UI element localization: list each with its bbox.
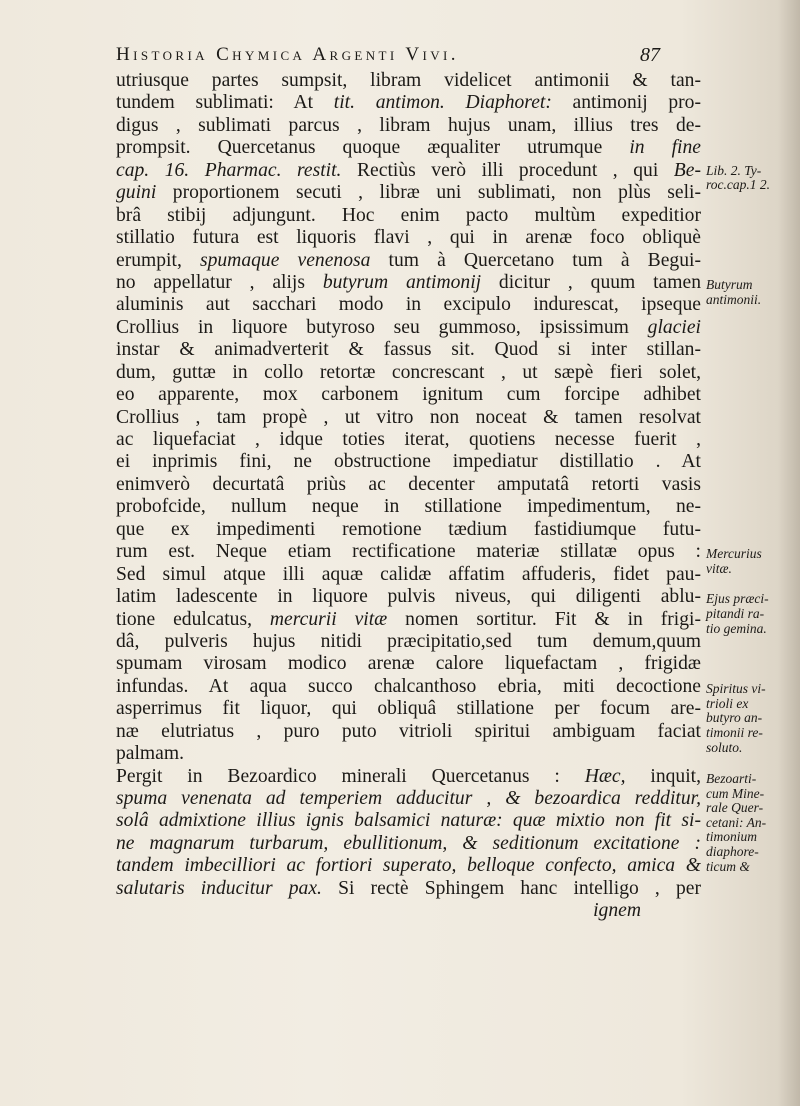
text-line bbox=[116, 227, 701, 249]
roman-text: infundas. At aqua succo chalcanthoso ebria, miti decoctione bbox=[116, 675, 701, 697]
marginal-note-line: soluto. bbox=[706, 739, 743, 755]
text-line bbox=[116, 653, 701, 675]
text-line bbox=[116, 788, 701, 810]
roman-text: prompsit. Quercetanus quoque æqualiter utrumque bbox=[116, 137, 630, 159]
italic-text: ignem bbox=[593, 900, 641, 922]
marginal-note-line: timonii re- bbox=[706, 724, 763, 740]
text-line bbox=[116, 541, 701, 563]
text-line bbox=[116, 205, 701, 227]
marginal-note-line: Bezoarti- bbox=[706, 770, 757, 786]
italic-text: salutaris inducitur pax. bbox=[116, 877, 322, 899]
text-line bbox=[116, 407, 701, 429]
roman-text: ei inprimis fini, ne obstructione impediatur distillatio . At bbox=[116, 451, 701, 473]
roman-text: antimonij pro- bbox=[551, 92, 701, 114]
text-line bbox=[116, 586, 701, 608]
italic-text: spuma venenata ad temperiem adducitur , & bezoardica redditur, bbox=[116, 788, 701, 809]
marginal-note-line: roc.cap.1 2. bbox=[706, 177, 770, 193]
marginal-note bbox=[706, 772, 796, 874]
marginal-note-line: cum Mine- bbox=[706, 785, 765, 801]
marginal-note bbox=[706, 547, 796, 576]
text-line bbox=[116, 317, 701, 339]
roman-text: erumpit, bbox=[116, 249, 200, 271]
marginal-note bbox=[706, 592, 796, 636]
italic-text: guini bbox=[116, 182, 157, 204]
roman-text: tione edulcatus, bbox=[116, 608, 270, 630]
text-line bbox=[116, 878, 701, 900]
marginal-note bbox=[706, 682, 796, 755]
marginal-note-line: antimonii. bbox=[706, 291, 762, 307]
marginal-note bbox=[706, 164, 796, 193]
roman-text: que ex impedimenti remotione tædium fastidiumque futu- bbox=[116, 518, 701, 540]
roman-text: rum est. Neque etiam rectificatione materiæ stillatæ opus : bbox=[116, 541, 701, 563]
text-line bbox=[116, 474, 701, 496]
running-title: Historia Chymica Argenti Vivi. bbox=[116, 44, 459, 65]
roman-text: næ elutriatus , puro puto vitrioli spiritui ambiguam faciat bbox=[116, 720, 701, 742]
roman-text: eo apparente, mox carbonem ignitum cum forcipe adhibet bbox=[116, 384, 701, 406]
text-line bbox=[116, 362, 701, 384]
roman-text: no appellatur , alijs bbox=[116, 271, 323, 293]
marginal-note bbox=[706, 278, 796, 307]
marginal-note-line: cetani: An- bbox=[706, 814, 767, 830]
marginal-note-line: Lib. 2. Ty- bbox=[706, 162, 762, 178]
roman-text: nomen sortitur. Fit & in frigi- bbox=[387, 608, 701, 630]
roman-text: Rectiùs verò illi procedunt , qui bbox=[341, 159, 674, 181]
marginal-note-line: trioli ex bbox=[706, 695, 749, 711]
roman-text: stillatio futura est liquoris flavi , qui in arenæ foco obliquè bbox=[116, 227, 701, 249]
roman-text: inquit, bbox=[625, 765, 701, 787]
text-line bbox=[116, 519, 701, 541]
roman-text: dâ, pulveris hujus nitidi præcipitatio,sed tum demum,quum bbox=[116, 630, 701, 652]
text-line bbox=[116, 451, 701, 473]
text-line bbox=[116, 429, 701, 451]
roman-text: asperrimus fit liquor, qui obliquâ stillatione per focum are- bbox=[116, 698, 701, 720]
roman-text: enimverò decurtatâ priùs ac decenter amputatâ retorti vasis bbox=[116, 473, 701, 495]
italic-text: Hæc, bbox=[584, 765, 626, 787]
roman-text: instar & animadverterit & fassus sit. Quod si inter stillan- bbox=[116, 339, 701, 361]
marginal-note-line: Ejus præci- bbox=[706, 591, 769, 607]
marginal-note-line: vitæ. bbox=[706, 560, 732, 576]
text-line bbox=[116, 631, 701, 653]
marginal-note-line: tio gemina. bbox=[706, 620, 767, 636]
marginal-note-line: rale Quer- bbox=[706, 800, 764, 816]
text-line bbox=[116, 855, 701, 877]
text-line bbox=[116, 384, 701, 406]
italic-text: mercurii vitæ bbox=[269, 608, 388, 630]
italic-text: tandem imbecilliori ac fortiori superato, belloque confecto, amica & bbox=[116, 855, 701, 877]
text-line bbox=[116, 250, 701, 272]
roman-text: aluminis aut sacchari modo in excipulo indurescat, ipseque bbox=[116, 294, 701, 316]
text-line bbox=[116, 182, 701, 204]
text-line bbox=[116, 564, 701, 586]
text-line bbox=[116, 900, 701, 922]
text-line bbox=[116, 766, 701, 788]
text-line bbox=[116, 698, 701, 720]
main-text-block bbox=[116, 70, 701, 923]
text-line bbox=[116, 272, 701, 294]
marginal-note-line: diaphore- bbox=[706, 843, 759, 859]
text-line bbox=[116, 160, 701, 182]
text-line bbox=[116, 810, 701, 832]
roman-text: palmam. bbox=[116, 743, 185, 765]
text-line bbox=[116, 609, 701, 631]
roman-text: Crollius , tam propè , ut vitro non noceat & tamen resolvat bbox=[116, 406, 701, 428]
roman-text: digus , sublimati parcus , libram hujus unam, illius tres de- bbox=[116, 114, 701, 136]
roman-text: Crollius in liquore butyroso seu gummoso, ipsissimum bbox=[116, 316, 648, 338]
roman-text: spumam virosam modico arenæ calore liquefactam , frigidæ bbox=[116, 653, 701, 675]
text-line bbox=[116, 115, 701, 137]
text-line bbox=[116, 70, 701, 92]
roman-text: Pergit in Bezoardico minerali Quercetanus : bbox=[116, 765, 585, 787]
roman-text: brâ stibij adjungunt. Hoc enim pacto multùm expeditior bbox=[116, 204, 701, 226]
italic-text: solâ admixtione illius ignis balsamici naturæ: quæ mixtio non fit si- bbox=[116, 810, 701, 832]
italic-text: tit. antimon. Diaphoret: bbox=[333, 92, 552, 114]
italic-text: in fine bbox=[629, 137, 701, 159]
marginal-note-line: butyro an- bbox=[706, 710, 763, 726]
text-line bbox=[116, 92, 701, 114]
page-number: 87 bbox=[640, 44, 660, 66]
italic-text: glaciei bbox=[647, 316, 701, 338]
roman-text: dicitur , quum tamen bbox=[481, 271, 701, 293]
roman-text: proportionem secuti , libræ uni sublimati, non plùs seli- bbox=[156, 182, 701, 204]
text-line bbox=[116, 743, 701, 765]
roman-text: tundem sublimati: At bbox=[116, 92, 334, 114]
roman-text: tum à Quercetano tum à Begui- bbox=[370, 249, 701, 271]
marginal-note-line: pitandi ra- bbox=[706, 605, 765, 621]
marginal-note-line: Spiritus vi- bbox=[706, 681, 766, 697]
roman-text: utriusque partes sumpsit, libram videlicet antimonii & tan- bbox=[116, 70, 701, 91]
italic-text: butyrum antimonij bbox=[322, 271, 482, 293]
text-line bbox=[116, 137, 701, 159]
text-line bbox=[116, 294, 701, 316]
marginal-note-line: Butyrum bbox=[706, 277, 753, 293]
text-line bbox=[116, 339, 701, 361]
roman-text: latim ladescente in liquore pulvis niveus, qui diligenti ablu- bbox=[116, 586, 701, 608]
italic-text: cap. 16. Pharmac. restit. bbox=[116, 159, 342, 181]
marginal-note-line: timonium bbox=[706, 829, 758, 845]
text-line bbox=[116, 676, 701, 698]
text-line bbox=[116, 721, 701, 743]
text-line bbox=[116, 833, 701, 855]
text-line bbox=[116, 496, 701, 518]
italic-text: ne magnarum turbarum, ebullitionum, & seditionum excitatione : bbox=[116, 832, 701, 854]
marginal-note-line: ticum & bbox=[706, 858, 750, 874]
roman-text: ac liquefaciat , idque toties iterat, quotiens necesse fuerit , bbox=[116, 429, 701, 450]
marginal-note-line: Mercurius bbox=[706, 546, 762, 562]
roman-text: Si rectè Sphingem hanc intelligo , per bbox=[321, 877, 701, 899]
roman-text: dum, guttæ in collo retortæ concrescant , ut sæpè fieri solet, bbox=[116, 361, 701, 383]
roman-text: probofcide, nullum neque in stillatione impedimentum, ne- bbox=[116, 496, 701, 518]
roman-text: Sed simul atque illi aquæ calidæ affatim affuderis, fidet pau- bbox=[116, 563, 701, 585]
italic-text: spumaque venenosa bbox=[199, 249, 371, 271]
italic-text: Be- bbox=[673, 159, 701, 181]
